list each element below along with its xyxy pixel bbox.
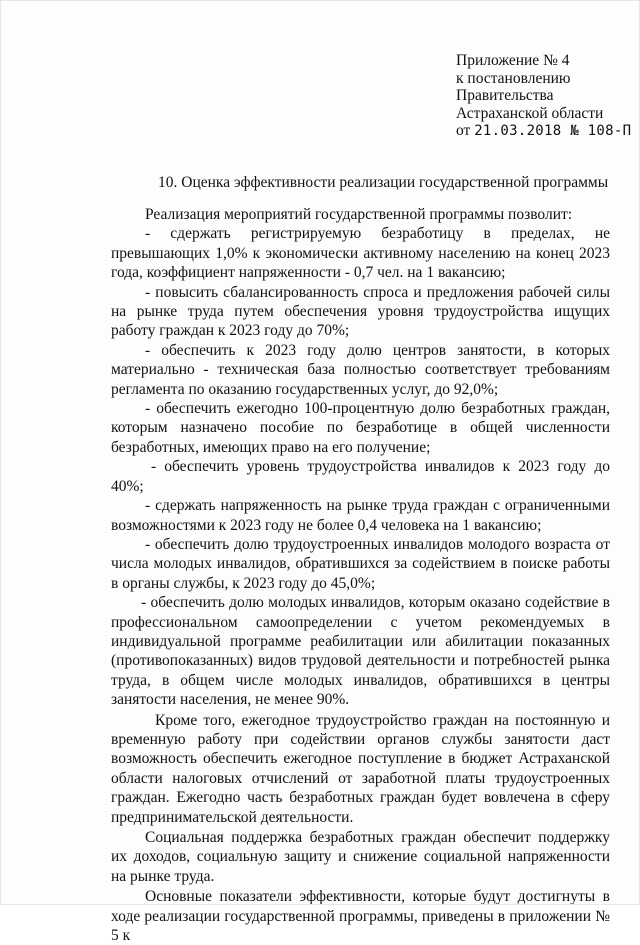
annex-reference: к постановлению <box>456 69 571 87</box>
paragraph-social-support: Социальная поддержка безработных граждан обеспечит поддержку их доходов, социальную защиту и снижение социальной напряженности на рынке труда. <box>111 829 610 885</box>
paragraph-indicators: Основные показатели эффективности, которые будут достигнуты в ходе реализации государственной программы, приведены в приложении № 5 к <box>111 888 610 945</box>
paragraph-tension: - сдержать напряженность на рынке труда граждан с ограниченными возможностями к 2023 году не более 0,4 человека на 1 вакансию; <box>111 497 610 534</box>
annex-date-prefix: от <box>456 122 475 139</box>
paragraph-budget: Кроме того, ежегодное трудоустройство граждан на постоянную и временную работу при содействии органов службы занятости даст возможность обеспечить ежегодное поступление в бюджет Астраханской области налоговых отчислений от заработной платы трудоустроенных граждан. Ежегодно часть безработных граждан будет вовлечена в сферу предпринимательской деятельности. <box>111 711 610 826</box>
section-body <box>111 205 610 945</box>
annex-region: Астраханской области <box>456 104 604 122</box>
paragraph-benefits: - обеспечить ежегодно 100-процентную долю безработных граждан, которым назначено пособие по безработице в общей численности безработных, имеющих право на его получение; <box>111 400 610 456</box>
annex-title: Приложение № 4 <box>456 52 570 69</box>
paragraph-employment-centers: - обеспечить к 2023 году долю центров занятости, в которых материально - техническая база полностью соответствует требованиям регламента по оказанию государственных услуг, до 92,0%; <box>111 341 610 398</box>
paragraph-young-disabled: - обеспечить долю трудоустроенных инвалидов молодого возраста от числа молодых инвалидов, обратившихся за содействием в поиске работы в органы службы, к 2023 году до 45,0%; <box>111 535 610 592</box>
annex-date-number: 21.03.2018 № 108-П <box>474 123 632 139</box>
annex-header <box>456 52 636 141</box>
paragraph-self-determination: - обеспечить долю молодых инвалидов, которым оказано содействие в профессиональном самоопределении с учетом рекомендуемых в индивидуальной программе реабилитации или абилитации показанных (противопоказанных) видов трудовой деятельности и потребностей рынка труда, в общем числе молодых инвалидов, обратившихся в центры занятости населения, не менее 90%. <box>111 594 610 709</box>
paragraph-disabled-employment: - обеспечить уровень трудоустройства инвалидов к 2023 году до 40%; <box>111 458 610 495</box>
paragraph-balance: - повысить сбалансированность спроса и предложения рабочей силы на рынке труда путем обеспечения уровня трудоустройства ищущих работу граждан к 2023 году до 70%; <box>111 283 610 340</box>
annex-authority: Правительства <box>456 87 554 104</box>
paragraph-unemployment: - сдержать регистрируемую безработицу в пределах, не превышающих 1,0% к экономически активному населению на конец 2023 года, коэффициент напряженности - 0,7 чел. на 1 вакансию; <box>111 225 610 282</box>
section-heading: 10. Оценка эффективности реализации государственной программы <box>158 174 609 191</box>
annex-date-line <box>456 122 636 141</box>
paragraph-intro: Реализация мероприятий государственной программы позволит: <box>145 206 573 223</box>
